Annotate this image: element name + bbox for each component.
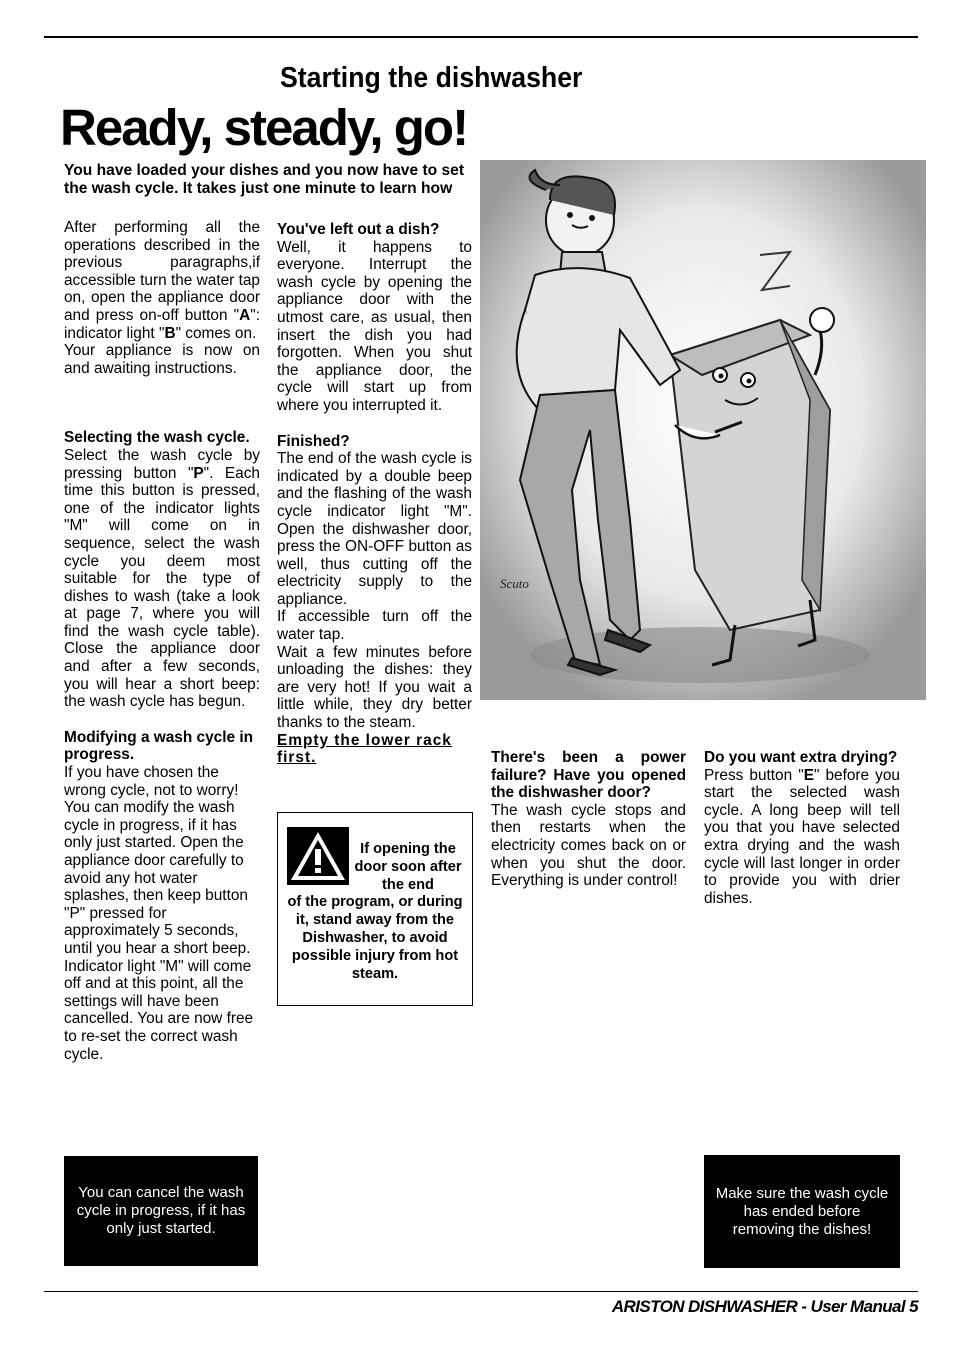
- column-4: [704, 749, 900, 907]
- left-out-dish-paragraph: Well, it happens to everyone. Interrupt the wash cycle by opening the appliance door with the utmost care, as usual, then insert the dish you had forgotten. When you shut the appliance door, the cycle will start up from where you interrupted it.: [277, 238, 472, 414]
- modifying-paragraph: If you have chosen the wrong cycle, not to worry! You can modify the wash cycle in progress, if it has only just started. Open the appliance door carefully to avoid any hot water splashes, then keep button "P" pressed for approximately 5 seconds, until you hear a short beep. Indicator light "M" will come off and at this point, all the settings will have been cancelled. You are now free to re-set the correct wash cycle.: [64, 764, 254, 1063]
- power-on-paragraph: After performing all the operations described in the previous paragraphs,if accessible turn the water tap on, open the appliance door and press on-off button "A": indicator light "B" comes on.: [64, 219, 260, 342]
- left-out-dish-heading: You've left out a dish?: [277, 221, 440, 238]
- finished-heading: Finished?: [277, 432, 350, 450]
- cancel-cycle-note: You can cancel the wash cycle in progress, if it has only just started.: [64, 1156, 258, 1266]
- extra-drying-heading: Do you want extra drying?: [704, 749, 898, 766]
- top-rule: [44, 36, 918, 38]
- warning-text: If opening the door soon after the end of the program, or during it, stand away from the Dishwasher, to avoid possible injury from hot steam.: [287, 841, 463, 982]
- bottom-rule: [44, 1291, 918, 1292]
- selecting-paragraph: Select the wash cycle by pressing button "P". Each time this button is pressed, one of the indicator lights "M" will come on in sequence, select the wash cycle you deem most suitable for the type of dishes to wash (take a look at page 7, where you will find the wash cycle table). Close the appliance door and after a few seconds, you will hear a short beep: the wash cycle has begun.: [64, 446, 260, 711]
- column-1: [64, 219, 260, 1063]
- artist-signature: Scuto: [500, 576, 529, 591]
- page-title: Ready, steady, go!: [60, 99, 468, 156]
- page-footer: ARISTON DISHWASHER - User Manual 5: [611, 1297, 918, 1316]
- page-subtitle: Starting the dishwasher: [280, 62, 583, 94]
- wait-paragraph: Wait a few minutes before unloading the dishes: they are very hot! If you wait a little while, they dry better thanks to the steam.: [277, 643, 472, 732]
- woman-and-dishwasher-illustration: [480, 160, 926, 700]
- power-failure-heading: There's been a power failure? Have you opened the dishwasher door?: [491, 749, 686, 802]
- column-3: [491, 749, 686, 890]
- hot-steam-warning-box: [277, 812, 473, 1006]
- extra-drying-paragraph: Press button "E" before you start the selected wash cycle. A long beep will tell you that you have selected extra drying and the wash cycle will last longer in order to provide you with drier dishes.: [704, 766, 900, 907]
- column-2: [277, 221, 472, 767]
- awaiting-paragraph: Your appliance is now on and awaiting instructions.: [64, 342, 260, 377]
- empty-rack-note: Empty the lower rack first.: [277, 731, 452, 767]
- modifying-heading: Modifying a wash cycle in progress.: [64, 728, 254, 764]
- cycle-ended-note: Make sure the wash cycle has ended before removing the dishes!: [704, 1155, 900, 1268]
- water-tap-paragraph: If accessible turn off the water tap.: [277, 608, 472, 644]
- finished-paragraph: The end of the wash cycle is indicated by a double beep and the flashing of the wash cycle indicator light "M". Open the dishwasher door, press the ON-OFF button as well, thus cutting off the electricity supply to the appliance.: [277, 450, 472, 608]
- power-failure-paragraph: The wash cycle stops and then restarts when the electricity comes back on or when you shut the door. Everything is under control!: [491, 801, 686, 890]
- intro-paragraph: You have loaded your dishes and you now have to set the wash cycle. It takes just one minute to learn how: [64, 162, 465, 197]
- selecting-heading: Selecting the wash cycle.: [64, 429, 250, 447]
